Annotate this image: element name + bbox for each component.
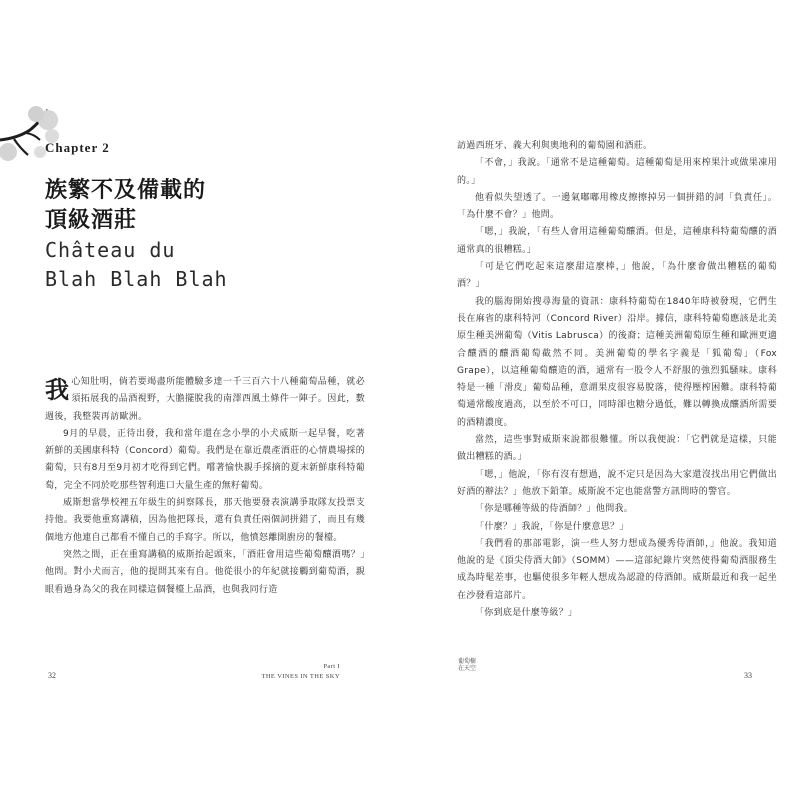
title-cn-line: 族繁不及備載的	[45, 178, 207, 203]
paragraph: 他看似失望透了。一邊氣嘟嘟用橡皮擦擦掉另一個拼錯的詞「負責任」。「為什麼不會？」他問。	[457, 192, 777, 221]
title-cn-line: 頂級酒莊	[45, 208, 138, 233]
paragraph: 9月的早晨，正待出發，我和當年還在念小學的小犬威斯一起早餐，吃著新鮮的美國康科特（Concord）葡萄。我們是在靠近農產酒莊的心情農場採的葡萄，只有8月至9月初才吃得到它們。嚐著愉快親手採摘的夏末新鮮康科特葡萄，完全不同於吃那些智利進口大量生產的無籽葡萄。	[45, 428, 365, 491]
paragraph: 我的腦海開始搜尋海量的資訊：康科特葡萄在1840年時被發現，它們生長在麻省的康科特河（Concord River）沿岸。據信，康科特葡萄應該是北美原生種美洲葡萄（Vitis Labrusca）的後裔；這種美洲葡萄原生種和歐洲更適合釀酒的釀酒葡萄截然不同。美洲葡萄的學名字義是「狐葡萄」（Fox Grape），以這種葡萄釀造的酒，通常有一股令人不舒服的強烈狐騷味。康科特是一種「滑皮」葡萄品種，意謂果皮很容易脫落，使得壓榨困難。康科特葡萄通常酸度過高，以至於不可口，同時卻也糖分過低，難以轉換成釀酒所需要的酒精濃度。	[457, 296, 777, 428]
paragraph: 當然，這些事對威斯來說都很難懂。所以我便說：「它們就是這樣，只能做出糟糕的酒。」	[457, 435, 777, 463]
chapter-title-english	[45, 236, 228, 294]
paragraph: 突然之間，正在重寫講稿的威斯抬起頭來，「酒莊會用這些葡萄釀酒嗎？」他問。對小犬而言，他的提問其來有自。他從很小的年紀就接觸到葡萄酒，親眼看過身為父的我在同樣這個餐檯上品酒，也與我同行造	[45, 549, 365, 595]
right-body-text	[457, 138, 777, 622]
title-en-line: Blah Blah Blah	[45, 267, 228, 291]
right-page	[400, 0, 800, 800]
paragraph: 「你是哪種等級的侍酒師？」他問我。	[475, 504, 634, 515]
page-number-right: 33	[744, 671, 752, 680]
paragraph-text: 心知肚明，倘若要竭盡所能體驗多達一千三百六十八種葡萄品種，就必須拓展我的品酒視野，大膽擺脫我的南澤西風土條件一陣子。因此，數週後，我整裝再訪歐洲。	[45, 377, 365, 422]
paragraph: 「嗯，」他說，「你有沒有想過，說不定只是因為大家還沒找出用它們做出好酒的辦法？」他放下鉛筆。威斯說不定也能當警方訊問時的警官。	[457, 469, 777, 497]
paragraph	[45, 374, 365, 426]
cherry-branch-icon	[0, 100, 60, 170]
paragraph: 「你到底是什麼等級？」	[475, 608, 578, 619]
paragraph: 訪過西班牙、義大利與奧地利的葡萄園和酒莊。	[457, 141, 653, 151]
running-head-part: Part I	[323, 663, 340, 670]
chapter-title-chinese	[45, 176, 206, 236]
paragraph: 「不會，」我說。「通常不是這種葡萄。這種葡萄是用來榨果汁或做果凍用的。」	[457, 158, 777, 186]
paragraph: 「嗯，」我說，「有些人會用這種葡萄釀酒。但是，這種康科特葡萄釀的酒通常真的很糟糕。」	[457, 227, 777, 255]
running-head-section: THE VINES IN THE SKY	[261, 673, 340, 680]
page-number-left: 32	[48, 671, 56, 680]
title-en-line: Château du	[45, 238, 176, 262]
left-body-text	[45, 374, 365, 599]
paragraph: 「可是它們吃起來這麼甜這麼棒，」他說，「為什麼會做出糟糕的葡萄酒？」	[457, 262, 777, 290]
running-head-left	[261, 662, 340, 682]
paragraph: 「什麼？」我說，「你是什麼意思？」	[475, 521, 629, 532]
paragraph: 「我們看的那部電影，演一些人努力想成為優秀侍酒師，」他說。我知道他說的是《頂尖侍酒大師》（SOMM）——這部紀錄片突然使得葡萄酒服務生成為時髦差事，也驅使很多年輕人想成為認證的侍酒師。威斯最近和我一起坐在沙發看這部片。	[457, 538, 777, 601]
running-head-right: 葡萄樹在天空	[458, 658, 477, 672]
drop-cap: 我	[45, 376, 70, 404]
paragraph: 威斯想當學校裡五年級生的糾察隊長，那天他要發表演講爭取隊友投票支持他。我要他重寫講稿，因為他把隊長，還有負責任兩個詞拼錯了，而且有幾個地方他連自己都看不懂自己的手寫字。所以，他憤怒離開廚房的餐檯。	[45, 498, 365, 543]
chapter-label: Chapter 2	[45, 140, 110, 155]
